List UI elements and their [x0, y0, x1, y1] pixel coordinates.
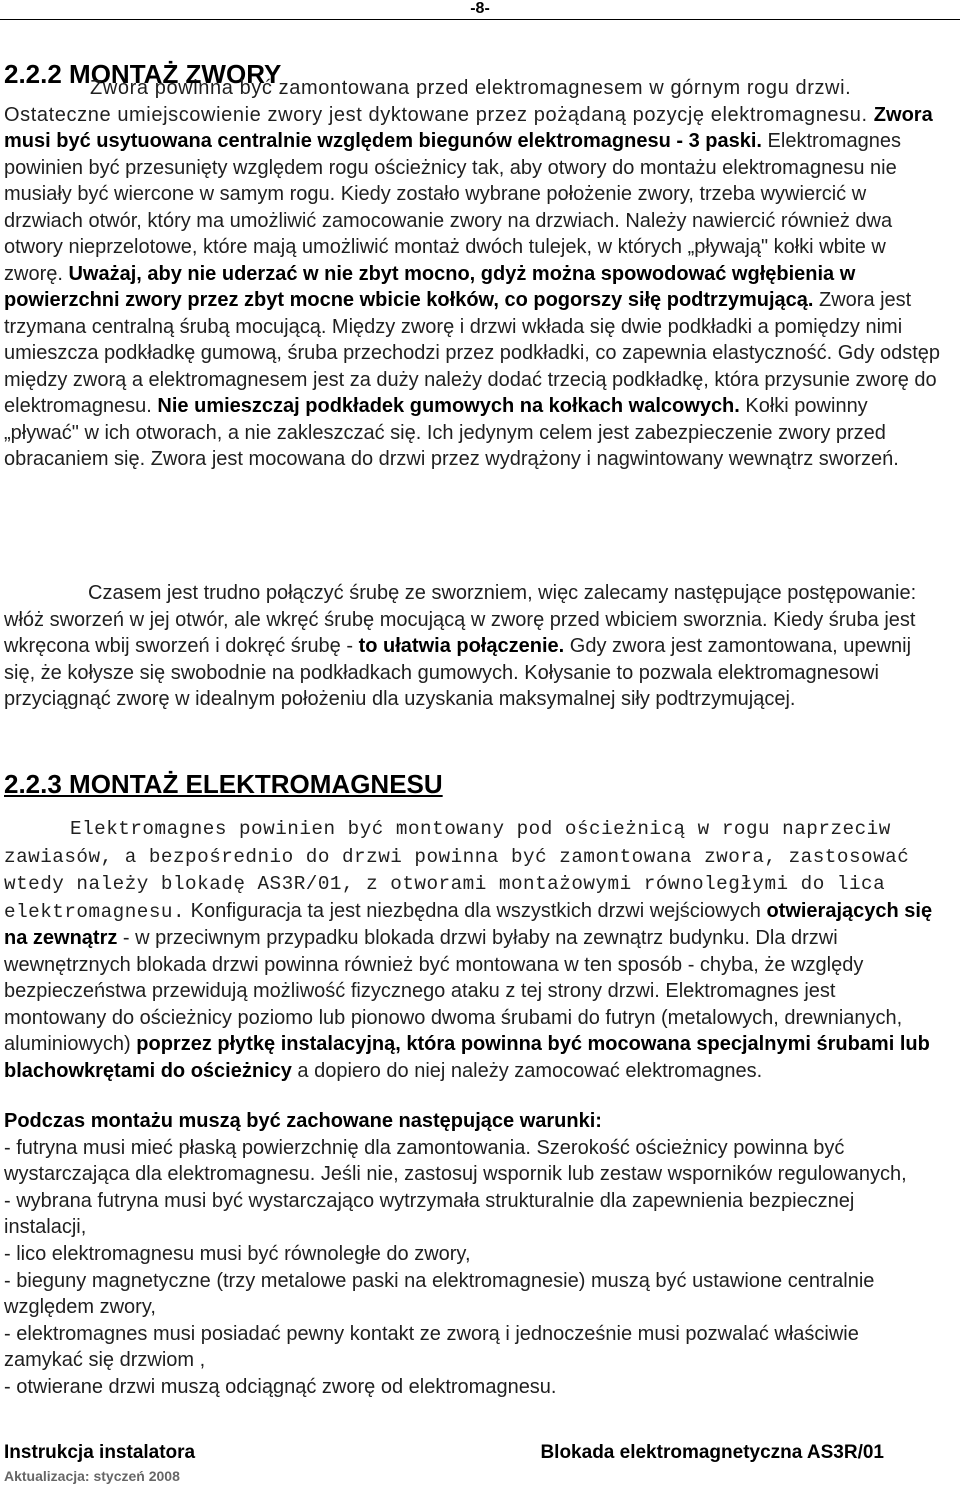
paragraph-zwora-mounting — [4, 75, 942, 473]
condition-item: - bieguny magnetyczne (trzy metalowe paski na elektromagnesie) muszą być ustawione centralnie względem zwory, — [4, 1269, 875, 1319]
footer-left: Instrukcja instalatora — [4, 1442, 196, 1463]
text-run: - w przeciwnym przypadku blokada drzwi byłaby na zewnątrz budynku. Dla drzwi wewnętrznych blokada drzwi powinna również być montowana w ten sposób - chyba, że względy bezpieczeństwa przewidują możliwość fizycznego ataku z tej strony drzwi. Elektromagnes jest montowany do ościeżnicy poziomo lub pionowo dwoma śrubami do futryn (metalowych, drewnianych, aluminiowych) — [4, 927, 903, 1055]
text-run: Zwora jest trzymana centralną śrubą mocującą. Między zworę i drzwi wkłada się dwie podkładki a pomiędzy nimi umieszcza podkładkę gumową, śruba przechodzi przez podkładki, co zapewnia elastyczność. Gdy odstęp między zworą a elektromagnesem jest za duży należy dodać trzecią podkładkę, która przysunie zworę do elektromagnesu. — [4, 289, 941, 417]
footer-right: Blokada elektromagnetyczna AS3R/01 — [540, 1442, 884, 1463]
paragraph-screw-tip — [4, 580, 942, 713]
text-run: Kołki powinny „pływać" w ich otworach, a nie zakleszczać się. Ich jedynym celem jest zabezpieczenie zwory przed obracaniem się. Zwora jest mocowana do drzwi przez wydrążony i nagwintowany wewnątrz sworzeń. — [4, 395, 899, 470]
footer-date: Aktualizacja: styczeń 2008 — [4, 1468, 180, 1484]
conditions-block — [4, 1108, 942, 1401]
header-rule — [0, 19, 960, 20]
text-run: Konfiguracja ta jest niezbędna dla wszystkich drzwi wejściowych — [185, 899, 767, 922]
bold-run: poprzez płytkę instalacyjną, która powinna być mocowana specjalnymi śrubami lub blachowkrętami do ościeżnicy — [4, 1033, 930, 1082]
bold-run: Zwora musi być usytuowana centralnie względem biegunów elektromagnesu - 3 paski. — [4, 103, 933, 152]
text-run: a dopiero do niej należy zamocować elektromagnes. — [291, 1059, 763, 1082]
section-heading-elektromagnes: 2.2.3 MONTAŻ ELEKTROMAGNESU — [4, 769, 443, 799]
conditions-intro — [4, 1108, 942, 1135]
bold-run: Nie umieszczaj podkładek gumowych na kołkach walcowych. — [157, 395, 740, 417]
text-run: Czasem jest trudno połączyć śrubę ze sworzniem, więc zalecamy następujące postępowanie: włóż sworzeń w jej otwór, ale wkręć śrubę mocującą w zworę przed wbiciem sworznia. Kiedy śruba jest wkręcona wbij sworzeń i dokręć śrubę - — [4, 582, 917, 657]
bold-warning: Uważaj, aby nie uderzać w nie zbyt mocno, gdyż można spowodować wgłębienia w powierzchni zwory przez zbyt mocne wbicie kołków, co pogorszy siłę podtrzymującą. — [4, 262, 856, 311]
text-run: Zwora powinna być zamontowana przed elektromagnesem w górnym rogu drzwi. Ostateczne umiejscowienie zwory jest dyktowane przez pożądaną pozycję elektromagnesu. — [4, 77, 874, 126]
bold-run: to ułatwia połączenie. — [358, 635, 565, 657]
text-run: Elektromagnes powinien być przesunięty względem rogu ościeżnicy tak, aby otwory do montażu elektromagnesu nie musiały być wiercone w samym rogu. Kiedy zostało wybrane położenie zwory, trzeba wywiercić w drzwiach otwór, który ma umożliwić zamocowanie zwory na drzwiach. Należy nawiercić również dwa otwory nieprzelotowe, które mają umożliwić montaż dwóch tulejek, w których „pływają" kołki wbite w zworę. — [4, 130, 901, 285]
page-number: -8- — [470, 0, 490, 17]
text-run: Elektromagnes powinien być montowany pod ościeżnicą w rogu naprzeciw zawiasów, a bezpośrednio do drzwi powinna być zamontowana zwora, zastosować wtedy należy blokadę AS3R/01, z otworami montażowymi równoległymi do lica elektromagnesu. — [4, 818, 910, 923]
condition-item: - otwierane drzwi muszą odciągnąć zworę od elektromagnesu. — [4, 1375, 557, 1398]
text-run: Gdy zwora jest zamontowana, upewnij się, że kołysze się swobodnie na podkładkach gumowych. Kołysanie to pozwala elektromagnesowi przyciągnąć zworę w idealnym położeniu dla uzyskania maksymalnej siły podtrzymującej. — [4, 635, 912, 710]
bold-run: otwierających się na zewnątrz — [4, 899, 933, 949]
condition-item: - wybrana futryna musi być wystarczająco wytrzymała strukturalnie dla zapewnienia bezpiecznej instalacji, — [4, 1189, 855, 1239]
condition-item: - futryna musi mieć płaską powierzchnię dla zamontowania. Szerokość ościeżnicy powinna być wystarczająca dla elektromagnesu. Jeśli nie, zastosuj wspornik lub zestaw wsporników regulowanych, — [4, 1136, 907, 1186]
condition-item: - elektromagnes musi posiadać pewny kontakt ze zworą i jednocześnie musi pozwalać właściwie zamykać się drzwiom , — [4, 1322, 859, 1372]
conditions-intro-text: Podczas montażu muszą być zachowane następujące warunki: — [4, 1110, 602, 1132]
condition-item: - lico elektromagnesu musi być równoległe do zwory, — [4, 1242, 471, 1265]
section-heading-zwora: 2.2.2 MONTAŻ ZWORY — [4, 59, 282, 89]
paragraph-elektromagnes-mounting — [4, 815, 942, 1084]
